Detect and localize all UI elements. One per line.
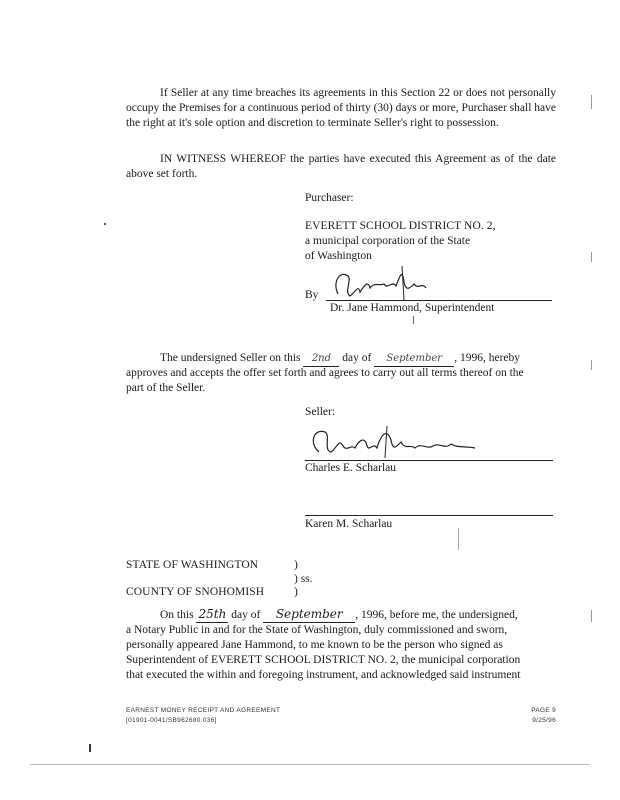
scan-speck bbox=[104, 223, 106, 225]
notary-line-1 bbox=[160, 607, 518, 623]
scan-speck bbox=[413, 316, 414, 324]
footer-title: EARNEST MONEY RECEIPT AND AGREEMENT bbox=[126, 707, 281, 714]
by-label: By bbox=[305, 289, 319, 301]
scan-dots bbox=[458, 528, 459, 550]
seller-signature-line-2 bbox=[305, 515, 553, 516]
notary-day: 25th bbox=[196, 607, 228, 623]
venue-ss: ) ss. bbox=[294, 573, 313, 585]
purchaser-signature bbox=[330, 262, 440, 304]
notary-month: September bbox=[263, 607, 355, 623]
notary-text-c: , 1996, before me, the undersigned, bbox=[355, 609, 518, 621]
acceptance-text-b: day of bbox=[342, 352, 372, 364]
footer-date: 9/25/96 bbox=[532, 717, 556, 724]
notary-county: COUNTY OF SNOHOMISH bbox=[126, 586, 265, 598]
footer-docnumber: [01901-0041/SB962680.036] bbox=[126, 717, 217, 724]
witness-paragraph: IN WITNESS WHEREOF the parties have executed this Agreement as of the date above set forth. bbox=[126, 153, 556, 180]
footer-page: PAGE 9 bbox=[531, 707, 556, 714]
acceptance-line-3: part of the Seller. bbox=[126, 382, 206, 394]
seller-signer-2-name: Karen M. Scharlau bbox=[305, 518, 393, 530]
notary-text-b: day of bbox=[231, 609, 261, 621]
notary-line-3: personally appeared Jane Hammond, to me known to be the person who signed as bbox=[126, 639, 503, 651]
possession-paragraph: If Seller at any time breaches its agreements in this Section 22 or does not personally occupy the Premises for a continuous period of thirty (30) days or more, Purchaser shall have the right at it's sole option and discretion to terminate Seller's right to possession. bbox=[126, 87, 556, 129]
notary-line-4: Superintendent of EVERETT SCHOOL DISTRICT NO. 2, the municipal corporation bbox=[126, 654, 521, 666]
purchaser-name: EVERETT SCHOOL DISTRICT NO. 2, bbox=[305, 220, 496, 232]
acceptance-text-c: , 1996, hereby bbox=[454, 352, 521, 364]
purchaser-label: Purchaser: bbox=[305, 192, 354, 204]
notary-text-a: On this bbox=[160, 609, 194, 621]
notary-line-2: a Notary Public in and for the State of Washington, duly commissioned and sworn, bbox=[126, 624, 508, 636]
scan-edge-mark bbox=[591, 360, 592, 370]
seller-signer-1-name: Charles E. Scharlau bbox=[305, 462, 397, 474]
acceptance-day: 2nd bbox=[303, 351, 339, 367]
purchaser-description: a municipal corporation of the State bbox=[305, 235, 471, 247]
seller-label: Seller: bbox=[305, 406, 336, 418]
notary-state: STATE OF WASHINGTON bbox=[126, 559, 259, 571]
scan-edge-mark bbox=[591, 95, 592, 109]
venue-paren-3: ) bbox=[294, 586, 298, 598]
scan-speck bbox=[89, 744, 91, 752]
scan-edge-mark bbox=[591, 252, 592, 262]
venue-paren-1: ) bbox=[294, 559, 298, 571]
purchaser-state: of Washington bbox=[305, 250, 372, 262]
acceptance-line-2: approves and accepts the offer set forth and agrees to carry out all terms thereof on the bbox=[126, 367, 524, 379]
seller-signature-1 bbox=[305, 422, 505, 464]
scan-edge-mark bbox=[591, 610, 592, 622]
acceptance-month: September bbox=[374, 351, 454, 367]
notary-line-5: that executed the within and foregoing instrument, and acknowledged said instrument bbox=[126, 669, 521, 681]
scan-bottom-line bbox=[30, 764, 590, 765]
purchaser-signer-name: Dr. Jane Hammond, Superintendent bbox=[330, 302, 495, 314]
acceptance-text-a: The undersigned Seller on this bbox=[160, 352, 301, 364]
acceptance-line-1 bbox=[160, 351, 520, 367]
